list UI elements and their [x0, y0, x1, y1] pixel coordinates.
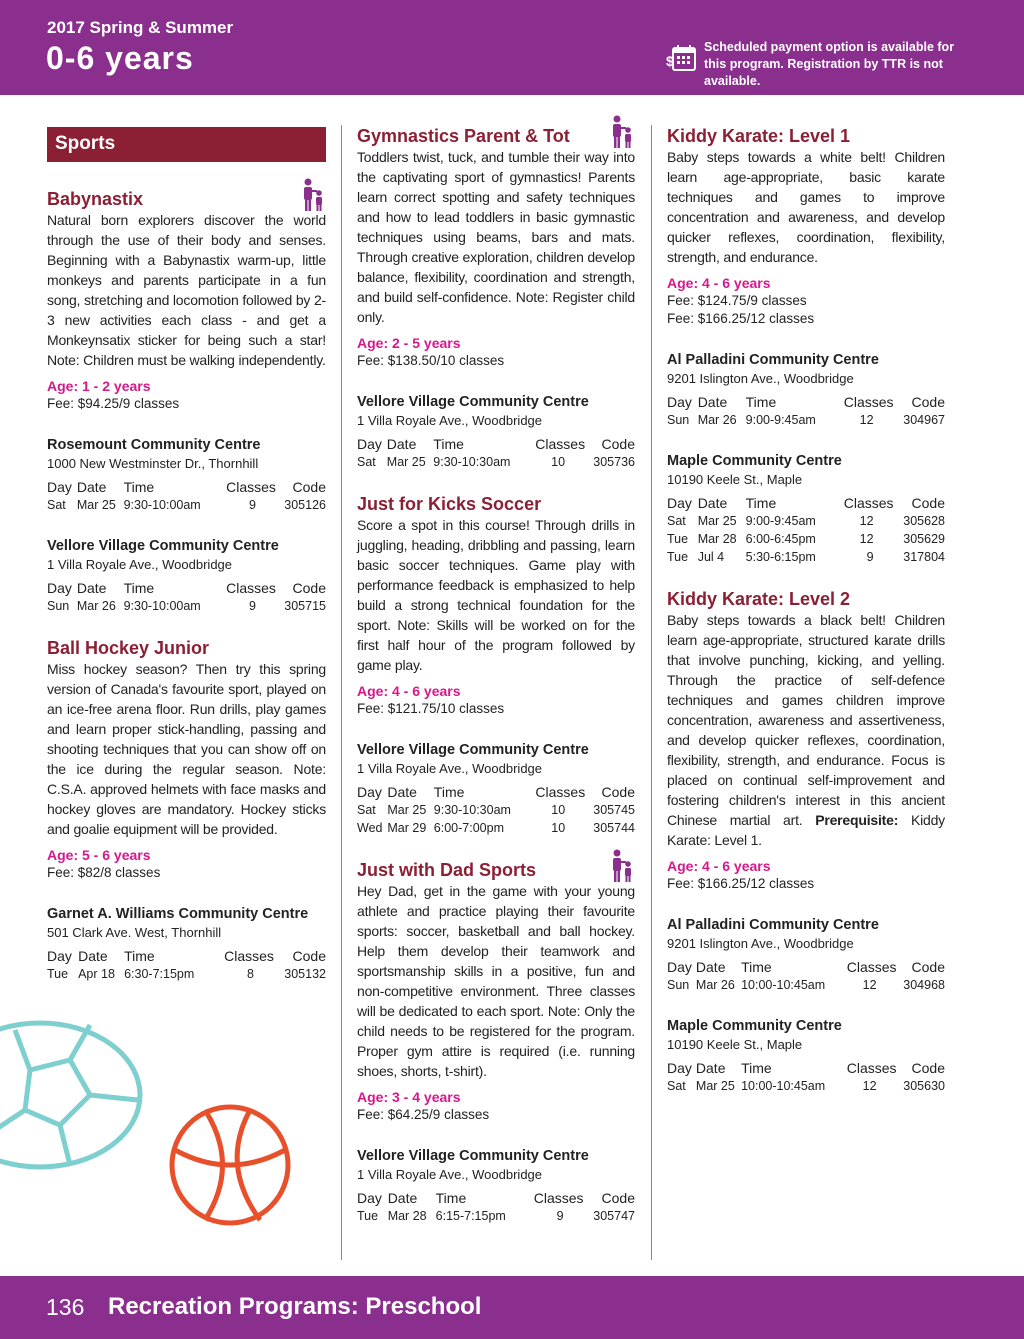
program-gymnastics-parent-tot — [357, 125, 635, 471]
program-title: Kiddy Karate: Level 1 — [667, 126, 851, 146]
location-address: 10190 Keele St., Maple — [667, 1037, 803, 1052]
fee: Fee: $64.25/9 classes — [357, 1107, 490, 1122]
schedule-table — [47, 476, 326, 514]
program-description: Natural born explorers discover the world through the use of their body and senses. Beginning with a Babynastix warm-up, little monkeys and parents participate in a fun song, stretching and locomotion followed by 2-3 new activities each class - and get a Monkeynsatix sticker for being such a star! Note: Children must be walking independently. — [47, 212, 326, 368]
program-babynastix — [47, 188, 326, 615]
location-name: Garnet A. Williams Community Centre — [47, 906, 309, 922]
program-title: Kiddy Karate: Level 2 — [667, 589, 851, 609]
program-description: Hey Dad, get in the game with your young athlete and practice playing their favourite sports: soccer, basketball and ball hockey. Help them develop their teamwork and sportsmanship skills in a positive, fun and non-competitive environment. Three classes will be dedicated to each sport. Note: Only the child needs to be registered for the program. Proper gym attire is required (i.e. running shoes, shorts, t-shirt). — [357, 883, 635, 1079]
age-range: Age: 5 - 6 years — [47, 847, 151, 863]
fee: Fee: $121.75/10 classes — [357, 701, 505, 716]
parent-child-icon — [609, 849, 635, 883]
fee: Fee: $138.50/10 classes — [357, 353, 505, 368]
age-range: Age: 4 - 6 years — [667, 275, 771, 291]
program-kiddy-karate-1 — [667, 125, 945, 566]
program-title: Ball Hockey Junior — [47, 638, 210, 658]
svg-text:$: $ — [666, 53, 674, 69]
fee: Fee: $124.75/9 classes — [667, 293, 807, 308]
col-code: Code — [292, 479, 326, 495]
payment-note: Scheduled payment option is available for this program. Registration by TTR is not available. — [704, 40, 955, 88]
basketball-icon — [165, 1100, 295, 1230]
age-range: Age: 4 - 6 years — [667, 858, 771, 874]
schedule-table: Day Date Time Classes Code Sun Mar 26 10:00-10:45am 12 304968 — [667, 959, 945, 992]
table-row: Sun Mar 26 10:00-10:45am 12 304968 — [667, 978, 945, 992]
footer-title: Recreation Programs: Preschool — [108, 1293, 482, 1320]
location-name: Maple Community Centre — [667, 1018, 842, 1034]
schedule-table: Day Date Time Classes Code Sun Mar 26 9:30-10:00am 9 305715 — [47, 580, 326, 613]
location-address: 1 Villa Royale Ave., Woodbridge — [47, 557, 233, 572]
program-description: Toddlers twist, tuck, and tumble their way into the captivating sport of gymnastics! Parents learn correct spotting and safety techniques and how to lead toddlers in basic gymnastic techniques using beams, bars and mats. Through creative exploration, children develop balance, flexibility, coordination and strength, and build self-confidence. Note: Register child only. — [357, 149, 635, 325]
location-block — [357, 1146, 635, 1225]
location-address: 10190 Keele St., Maple — [667, 472, 803, 487]
table-row: Sun Mar 26 9:00-9:45am 12 304967 — [667, 413, 945, 427]
table-row: Sun Mar 26 9:30-10:00am 9 305715 — [47, 599, 326, 613]
program-title: Gymnastics Parent & Tot — [357, 126, 570, 146]
location-block — [667, 350, 945, 429]
season-label: 2017 Spring & Summer — [47, 18, 234, 37]
prerequisite-label: Prerequisite: — [815, 812, 899, 828]
calendar-dollar-icon — [666, 44, 696, 72]
schedule-table: Day Date Time Classes Code Sat Mar 25 10:00-10:45am 12 305630 — [667, 1060, 945, 1093]
schedule-table: Day Date Time Classes Code Sun Mar 26 9:00-9:45am 12 304967 — [667, 394, 945, 427]
location-name: Vellore Village Community Centre — [357, 742, 589, 758]
schedule-table: Day Date Time Classes Code Sat Mar 25 9:30-10:30am 10 305745 Wed Mar 29 6:00-7:00pm 10 305744 — [357, 784, 635, 835]
location-name: Maple Community Centre — [667, 453, 842, 469]
location-address: 9201 Islington Ave., Woodbridge — [667, 936, 854, 951]
page-header — [0, 0, 1024, 95]
location-name: Vellore Village Community Centre — [357, 394, 589, 410]
location-block — [47, 904, 326, 983]
fee-alt: Fee: $166.25/12 classes — [667, 311, 815, 326]
schedule-table: Day Date Time Classes Code Tue Apr 18 6:30-7:15pm 8 305132 — [47, 948, 326, 981]
col-day: Day — [47, 479, 72, 495]
program-ball-hockey — [47, 637, 326, 983]
program-kicks-soccer — [357, 493, 635, 837]
location-name: Al Palladini Community Centre — [667, 352, 879, 368]
program-description: Miss hockey season? Then try this spring version of Canada's favourite sport, played on an ice-free arena floor. Run drills, play games and learn proper stick-handling, passing and shooting techniques that you can show off on the ice during the regular season. Note: C.S.A. approved helmets with face masks and hockey gloves are mandatory. Hockey sticks and goalie equipment will be provided. — [47, 661, 326, 837]
section-title: Sports — [47, 127, 326, 162]
column-3 — [667, 125, 945, 1095]
location-address: 1 Villa Royale Ave., Woodbridge — [357, 761, 543, 776]
location-block — [47, 536, 326, 615]
table-row: Tue Apr 18 6:30-7:15pm 8 305132 — [47, 967, 326, 981]
location-name: Al Palladini Community Centre — [667, 917, 879, 933]
column-2 — [357, 125, 635, 1225]
table-row: Sat Mar 25 9:30-10:30am 10 305736 — [357, 455, 635, 469]
age-range: Age: 3 - 4 years — [357, 1089, 461, 1105]
program-dad-sports — [357, 859, 635, 1225]
location-name: Vellore Village Community Centre — [357, 1148, 589, 1164]
table-row: Sat Mar 25 9:30-10:00am 9 305126 — [47, 498, 326, 512]
col-date: Date — [76, 479, 107, 495]
column-divider — [341, 125, 342, 1260]
prerequisite: Kiddy Karate: Level 1. — [667, 812, 945, 848]
location-block — [357, 740, 635, 837]
age-range: Age: 4 - 6 years — [357, 683, 461, 699]
age-group-title: 0-6 years — [46, 40, 194, 76]
table-row: Tue Jul 4 5:30-6:15pm 9 317804 — [667, 550, 945, 564]
location-block — [47, 435, 326, 514]
location-block — [667, 1016, 945, 1095]
soccer-ball-icon — [0, 1020, 160, 1170]
col-time: Time — [123, 479, 155, 495]
table-row: Wed Mar 29 6:00-7:00pm 10 305744 — [357, 821, 635, 835]
location-address: 1000 New Westminster Dr., Thornhill — [47, 456, 259, 471]
parent-child-icon — [609, 115, 635, 149]
program-description: Baby steps towards a white belt! Children learn age-appropriate, basic karate techniques and games to improve concentration and awareness, and develop quicker reflexes, coordination, flexibility, strength, and endurance. — [667, 149, 945, 265]
column-1 — [47, 125, 326, 983]
schedule-table: Day Date Time Classes Code Tue Mar 28 6:15-7:15pm 9 305747 — [357, 1190, 635, 1223]
location-block — [357, 392, 635, 471]
age-range: Age: 2 - 5 years — [357, 335, 461, 351]
location-address: 9201 Islington Ave., Woodbridge — [667, 371, 854, 386]
location-address: 501 Clark Ave. West, Thornhill — [47, 925, 222, 940]
table-row: Sat Mar 25 9:00-9:45am 12 305628 — [667, 514, 945, 528]
table-row: Sat Mar 25 10:00-10:45am 12 305630 — [667, 1079, 945, 1093]
table-row: Tue Mar 28 6:00-6:45pm 12 305629 — [667, 532, 945, 546]
table-row: Tue Mar 28 6:15-7:15pm 9 305747 — [357, 1209, 635, 1223]
schedule-table: Day Date Time Classes Code Sat Mar 25 9:00-9:45am 12 305628 Tue Mar 28 6:00-6:45pm 12 305629 Tue Jul 4 5:30-6:15pm 9 317804 — [667, 495, 945, 564]
program-title: Just with Dad Sports — [357, 860, 537, 880]
location-name: Rosemount Community Centre — [47, 437, 261, 453]
fee: Fee: $82/8 classes — [47, 865, 161, 880]
page-number: 136 — [46, 1294, 85, 1320]
table-row: Sat Mar 25 9:30-10:30am 10 305745 — [357, 803, 635, 817]
page-footer — [0, 1276, 1024, 1339]
fee: Fee: $166.25/12 classes — [667, 876, 815, 891]
location-address: 1 Villa Royale Ave., Woodbridge — [357, 1167, 543, 1182]
schedule-table: Day Date Time Classes Code Sat Mar 25 9:30-10:30am 10 305736 — [357, 436, 635, 469]
program-description: Score a spot in this course! Through drills in juggling, heading, dribbling and passing, learn basic soccer techniques. Game play with performance feedback is emphasized to help build a strong technical foundation for the sport. Note: Skills will be worked on for the first half hour of the program followed by game play. — [357, 517, 635, 673]
program-title: Just for Kicks Soccer — [357, 494, 542, 514]
program-description: Baby steps towards a black belt! Children learn age-appropriate, structured karate drills that involve punching, kicking, and yelling. Through the practice of self-defence techniques and games children improve concentration, awareness and assertiveness, and develop quicker reflexes, coordination, flexibility, strength, and endurance. Focus is placed on continual self-improvement and fostering children's interest in this ancient Chinese martial art. Prerequisite: Kiddy Karate: Level 1. — [667, 612, 945, 848]
age-range: Age: 1 - 2 years — [47, 378, 151, 394]
program-title: Babynastix — [47, 189, 144, 209]
col-classes: Classes — [226, 479, 276, 495]
fee: Fee: $94.25/9 classes — [47, 396, 180, 411]
parent-child-icon — [300, 178, 326, 212]
location-address: 1 Villa Royale Ave., Woodbridge — [357, 413, 543, 428]
location-name: Vellore Village Community Centre — [47, 538, 279, 554]
column-divider — [651, 125, 652, 1260]
location-block — [667, 915, 945, 994]
program-kiddy-karate-2 — [667, 588, 945, 1095]
location-block — [667, 451, 945, 566]
